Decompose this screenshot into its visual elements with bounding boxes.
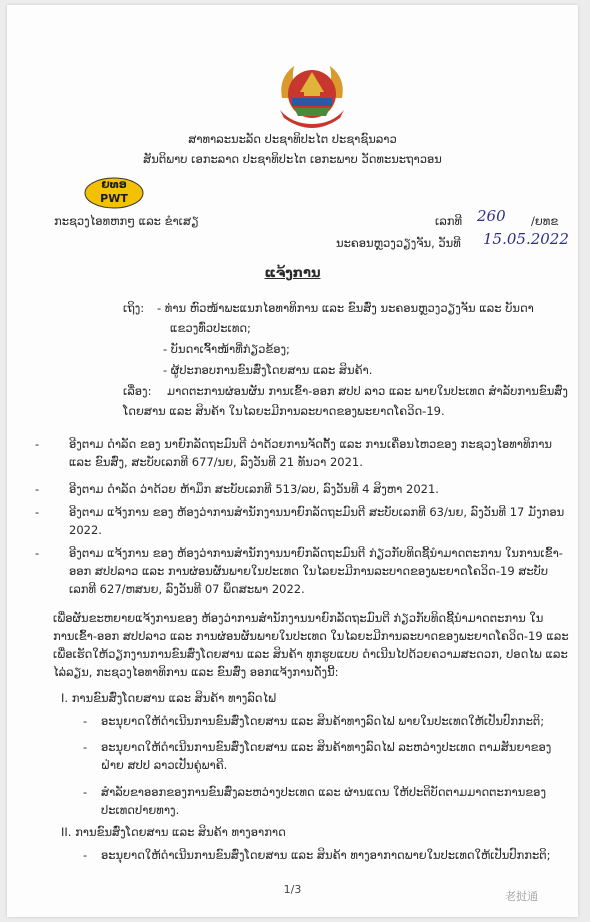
doc-date-value: 15.05.2022 [483,230,569,248]
doc-number-label: ເລກທີ [435,214,463,228]
watermark: 老挝通 [505,890,538,903]
national-emblem [272,58,352,130]
reference-line: ອີງຕາມ ດຳລັດ ຂອງ ນາຍົກລັດຖະມົນຕີ ວ່າດ້ວຍການຈັດຕັ້ງ ແລະ ການເຄື່ອນໄຫວຂອງ ກະຊວງໄອທາທິການ [69,437,552,451]
recipient-line: - ທ່ານ ຫົວໜ້າພະແນກໄອທາທິການ ແລະ ຂົນສົ່ງ ນະຄອນຫຼວງວຽງຈັນ ແລະ ບັນດາ [157,301,534,315]
section-item [101,846,571,864]
intro-line: ເພື່ອຜັນຂະຫຍາຍແຈ້ງການຂອງ ຫ້ອງວ່າການສຳນັກງານນາຍົກລັດຖະມົນຕີ ກ່ຽວກັບທິດຊີ້ນຳມາດຕະການ ໃນ [53,611,544,625]
section-item-line: ອະນຸຍາດໃຫ້ດຳເນີນການຂົນສົ່ງໂດຍສານ ແລະ ສິນຄ້າ ທາງອາກາດພາຍໃນປະເທດໃຫ້ເປັນປົກກະຕິ; [101,848,551,862]
reference-line: ອີງຕາມ ແຈ້ງການ ຂອງ ຫ້ອງວ່າການສຳນັກງານນາຍົກລັດຖະມົນຕີ ສະບັບເລກທີ 63/ນຍ, ລົງວັນທີ 17 ມັງກອນ [69,505,565,519]
section-item [101,738,571,774]
bullet-dash: - [83,785,88,799]
place-date-label: ນະຄອນຫຼວງວຽງຈັນ, ວັນທີ [336,236,461,250]
pwt-logo-text-top: ຍທອ [101,178,127,191]
section-item [101,712,571,730]
reference-line: ອີງຕາມ ແຈ້ງການ ຂອງ ຫ້ອງວ່າການສຳນັກງານນາຍົກລັດຖະມົນຕີ ກ່ຽວກັບທິດຊີ້ນຳມາດຕະການ ໃນການເຂົ້າ- [69,546,563,560]
reference-line: 2022. [69,523,102,537]
document-page [7,5,578,917]
section-item-line: ຝ່າຍ ສປປ ລາວເປັນຄູ່ພາຄີ. [101,758,228,772]
reference-item [69,544,574,598]
section-heading: I. ການຂົນສົ່ງໂດຍສານ ແລະ ສິນຄ້າ ທາງລົດໄຟ [61,691,277,705]
reference-item [69,503,574,539]
bullet-dash: - [83,714,88,728]
bullet-dash: - [35,437,40,451]
intro-paragraph [53,609,573,681]
doc-number-value: 260 [477,207,506,225]
recipient-line: - ຜູ້ປະກອບການຂົນສົ່ງໂດຍສານ ແລະ ສິນຄ້າ. [163,363,373,377]
pwt-logo-text-bottom: PWT [100,192,128,205]
bullet-dash: - [35,482,40,496]
header-motto: ສັນຕິພາບ ເອກະລາດ ປະຊາທິປະໄຕ ເອກະພາບ ວັດທະນະຖາວອນ [143,152,442,166]
subject-line: ໂດຍສານ ແລະ ສິນຄ້າ ໃນໄລຍະມີການລະບາດຂອງພະຍາດໂຄວິດ-19. [123,404,445,418]
bullet-dash: - [83,740,88,754]
doc-number-suffix: /ຍທຂ [531,214,559,228]
bullet-dash: - [35,505,40,519]
intro-line: ໄລ່ລຽນ, ກະຊວງໄອທາທິການ ແລະ ຂົນສົ່ງ ອອກແຈ້ງການດັ່ງນີ້: [53,665,339,679]
intro-line: ການເຂົ້າ-ອອກ ສປປລາວ ແລະ ການຜ່ອນຜັນພາຍໃນປະເທດ ໃນໄລຍະມີການລະບາດຂອງພະຍາດໂຄວິດ-19 ແລະ [53,629,569,643]
pwt-logo [83,175,145,211]
reference-line: ອອກ ສປປລາວ ແລະ ການຜ່ອນຜັນພາຍໃນປະເທດ ໃນໄລຍະມີການລະບາດຂອງພະຍາດໂຄວິດ-19 ສະບັບ [69,564,549,578]
bullet-dash: - [83,848,88,862]
bullet-dash: - [35,546,40,560]
page-number: 1/3 [283,883,302,896]
reference-line: ເລກທີ 627/ຫສນຍ, ລົງວັນທີ 07 ພຶດສະພາ 2022. [69,582,305,596]
section-item-line: ອະນຸຍາດໃຫ້ດຳເນີນການຂົນສົ່ງໂດຍສານ ແລະ ສິນຄ້າທາງລົດໄຟ ພາຍໃນປະເທດໃຫ້ເປັນປົກກະຕິ; [101,714,545,728]
reference-line: ອີງຕາມ ດຳລັດ ວ່າດ້ວຍ ຫ້າມຶກ ສະບັບເລກທີ 513/ລບ, ລົງວັນທີ 4 ສິງຫາ 2021. [69,482,439,496]
recipient-line: - ບັນດາເຈົ້າໜ້າທີ່ກ່ຽວຂ້ອງ; [163,342,290,356]
intro-line: ເພື່ອເຮັດໃຫ້ວຽກງານການຂົນສົ່ງໂດຍສານ ແລະ ສິນຄ້າ ທຸກຮູບແບບ ດຳເນີນໄປດ້ວຍຄວາມສະດວກ, ປອດໄພ ແລະ [53,647,568,661]
section-heading: II. ການຂົນສົ່ງໂດຍສານ ແລະ ສິນຄ້າ ທາງອາກາດ [61,825,286,839]
section-item-line: ປະເທດປາຍທາງ. [101,803,180,817]
ministry-name: ກະຊວງໄອທຫກໆ ແລະ ຂຳເສຽ [54,214,199,228]
recipient-line: ແຂວງທົ່ວປະເທດ; [170,321,251,335]
reference-item [69,480,574,498]
section-item-line: ສຳລັບຂາອອກຂອງການຂົນສົ່ງລະຫວ່າງປະເທດ ແລະ ຜ່ານແດນ ໃຫ້ປະຕິບັດຕາມມາດຕະການຂອງ [101,785,546,799]
reference-line: ແລະ ຂົນສົ່ງ, ສະບັບເລກທີ 677/ນຍ, ລົງວັນທີ 21 ທັນວາ 2021. [69,455,363,469]
document-title: ແຈ້ງການ [264,266,321,281]
reference-item [69,435,574,471]
header-republic: ສາທາລະນະລັດ ປະຊາທິປະໄຕ ປະຊາຊົນລາວ [188,132,397,146]
subject-label: ເລື່ອງ: [123,384,152,398]
section-item-line: ອະນຸຍາດໃຫ້ດຳເນີນການຂົນສົ່ງໂດຍສານ ແລະ ສິນຄ້າທາງລົດໄຟ ລະຫວ່າງປະເທດ ຕາມສັນຍາຂອງ [101,740,552,754]
recipients-label: ເຖິງ: [123,301,145,315]
subject-line: ມາດຕະການຜ່ອນຜັນ ການເຂົ້າ-ອອກ ສປປ ລາວ ແລະ ພາຍໃນປະເທດ ສຳລັບການຂົນສົ່ງ [167,384,568,398]
section-item [101,783,571,819]
